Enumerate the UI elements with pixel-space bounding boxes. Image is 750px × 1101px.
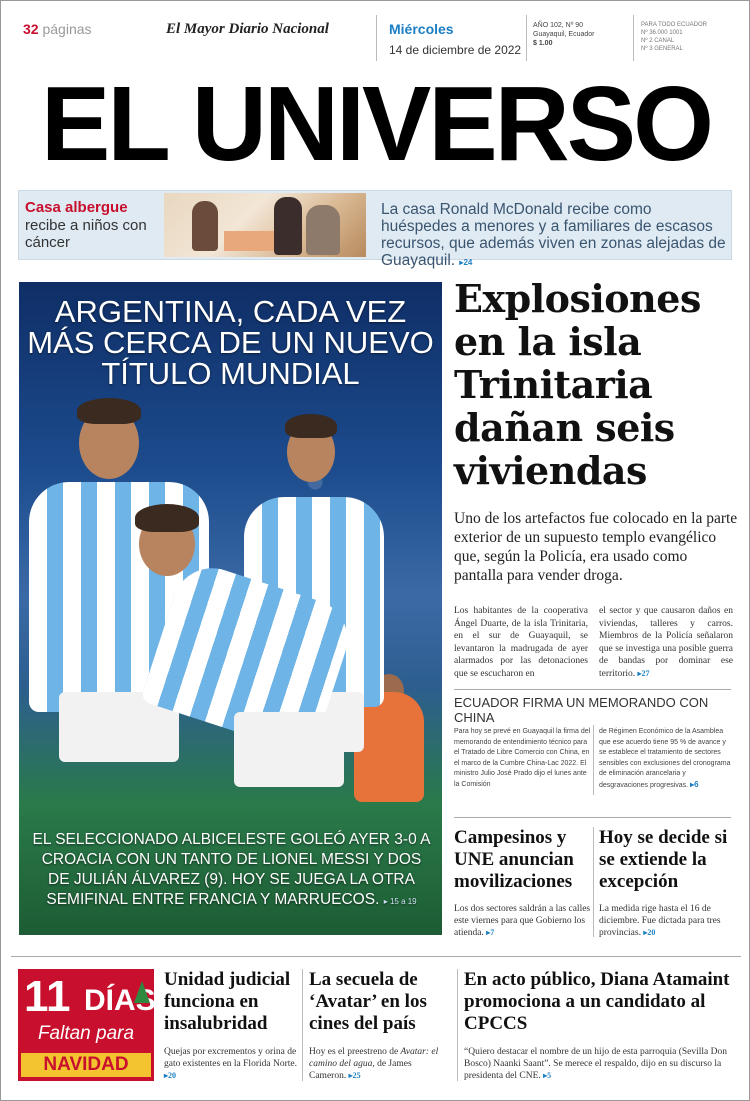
china-body-col2: de Régimen Económico de la Asamblea que ese acuerdo tiene 95 % de avance y se establece el tratamiento de sectores sensibles con exclusiones del cronograma de eliminación arancelaria y desgravaciones progresivas. ▸6 — [599, 728, 731, 789]
main-photo[interactable] — [19, 282, 442, 935]
lead-headline[interactable]: Explosiones en la isla Trinitaria dañan seis viviendas — [454, 276, 701, 493]
promo-text: La casa Ronald McDonald recibe como huéspedes a menores y a familiares de escasos recursos, que además viven en zonas alejadas de Guayaquil. ▸24 — [381, 201, 726, 269]
slogan: El Mayor Diario Nacional — [166, 21, 329, 37]
section-divider — [454, 689, 731, 690]
divider — [457, 969, 458, 1081]
china-headline[interactable]: ECUADOR FIRMA UN MEMORANDO CON CHINA — [454, 695, 709, 725]
section-divider — [454, 817, 731, 818]
divider — [633, 15, 634, 61]
photo-headline: ARGENTINA, CADA VEZ MÁS CERCA DE UN NUEVO TÍTULO MUNDIAL — [27, 294, 434, 391]
lead-body-col1: Los habitantes de la cooperativa Ángel Duarte, de la isla Trinitaria, en el sur de Guayaquil, se levantaron la madrugada de ayer alarmados por las detonaciones que se escucharon en — [454, 606, 588, 679]
unidad-text: Quejas por excrementos y orina de gato existentes en la Florida Norte. ▸20 — [164, 1047, 297, 1080]
christmas-countdown-badge: 11 DÍAS Faltan para NAVIDAD — [18, 969, 154, 1081]
diana-headline[interactable]: En acto público, Diana Atamaint promociona a un candidato al CPCCS — [464, 969, 730, 1034]
promo-title: Casa albergue — [25, 199, 128, 216]
excepcion-headline[interactable]: Hoy se decide si se extiende la excepción — [599, 827, 728, 892]
top-info-bar — [11, 13, 741, 63]
excepcion-text: La medida rige hasta el 16 de diciembre. Fue dictada para tres provincias. ▸20 — [599, 904, 721, 938]
page-count: 32 páginas — [23, 21, 92, 37]
issue-date: 14 de diciembre de 2022 — [389, 43, 522, 57]
section-divider — [11, 956, 741, 957]
issue-meta: AÑO 102, Nº 90 Guayaquil, Ecuador $ 1.00 — [533, 22, 595, 47]
lead-deck: Uno de los artefactos fue colocado en la parte exterior de un supuesto templo evangélico que, según la Policía, era usado como pantalla para vender droga. — [454, 510, 738, 584]
avatar-text: Hoy es el preestreno de Avatar: el camino del agua, de James Cameron. ▸25 — [309, 1047, 439, 1081]
promo-photo — [164, 193, 366, 257]
avatar-headline[interactable]: La secuela de ‘Avatar’ en los cines del país — [309, 969, 427, 1034]
masthead-logo: EL UNIVERSO — [41, 65, 711, 183]
christmas-tree-icon — [134, 981, 150, 1003]
promo-strip[interactable] — [18, 190, 732, 269]
promo-subtitle: recibe a niños con cáncer — [25, 217, 147, 251]
weekday: Miércoles — [389, 21, 454, 37]
divider — [526, 15, 527, 61]
divider — [302, 969, 303, 1081]
campesinos-headline[interactable]: Campesinos y UNE anuncian movilizaciones — [454, 827, 574, 892]
divider — [593, 827, 594, 937]
campesinos-text: Los dos sectores saldrán a las calles este viernes para que Gobierno los atienda. ▸7 — [454, 904, 591, 938]
divider — [376, 15, 377, 61]
issue-meta-secondary: PARA TODO ECUADOR Nº 36.000 1001 Nº 2 CANAL Nº 3 GENERAL — [641, 22, 708, 52]
photo-caption: EL SELECCIONADO ALBICELESTE GOLEÓ AYER 3-0 A CROACIA CON UN TANTO DE LIONEL MESSI Y DOS DE JULIÁN ÁLVAREZ (9). HOY SE JUEGA LA OTRA SEMIFINAL ENTRE FRANCIA Y MARRUECOS. ▸ 15 a 19 — [32, 831, 431, 908]
diana-text: “Quiero destacar el nombre de un hijo de esta parroquia (Sevilla Don Bosco) Naanki Saant”. Se merece el respaldo, dijo en su discurso la presidenta del CNE. ▸5 — [464, 1047, 728, 1081]
divider — [593, 725, 594, 795]
lead-body-col2: el sector y que causaron daños en viviendas, talleres y carros. Miembros de la Policía señalaron que se investiga una posible guerra de bandas por dominar ese territorio. ▸27 — [599, 606, 733, 679]
china-body-col1: Para hoy se prevé en Guayaquil la firma del memorando de entendimiento técnico para el Tratado de Libre Comercio con China, en el marco de la Cumbre China-Lac 2022. El ministro Julio José Prado dijo el lunes ante la Comisión — [454, 728, 591, 788]
unidad-headline[interactable]: Unidad judicial funciona en insalubridad — [164, 969, 291, 1034]
